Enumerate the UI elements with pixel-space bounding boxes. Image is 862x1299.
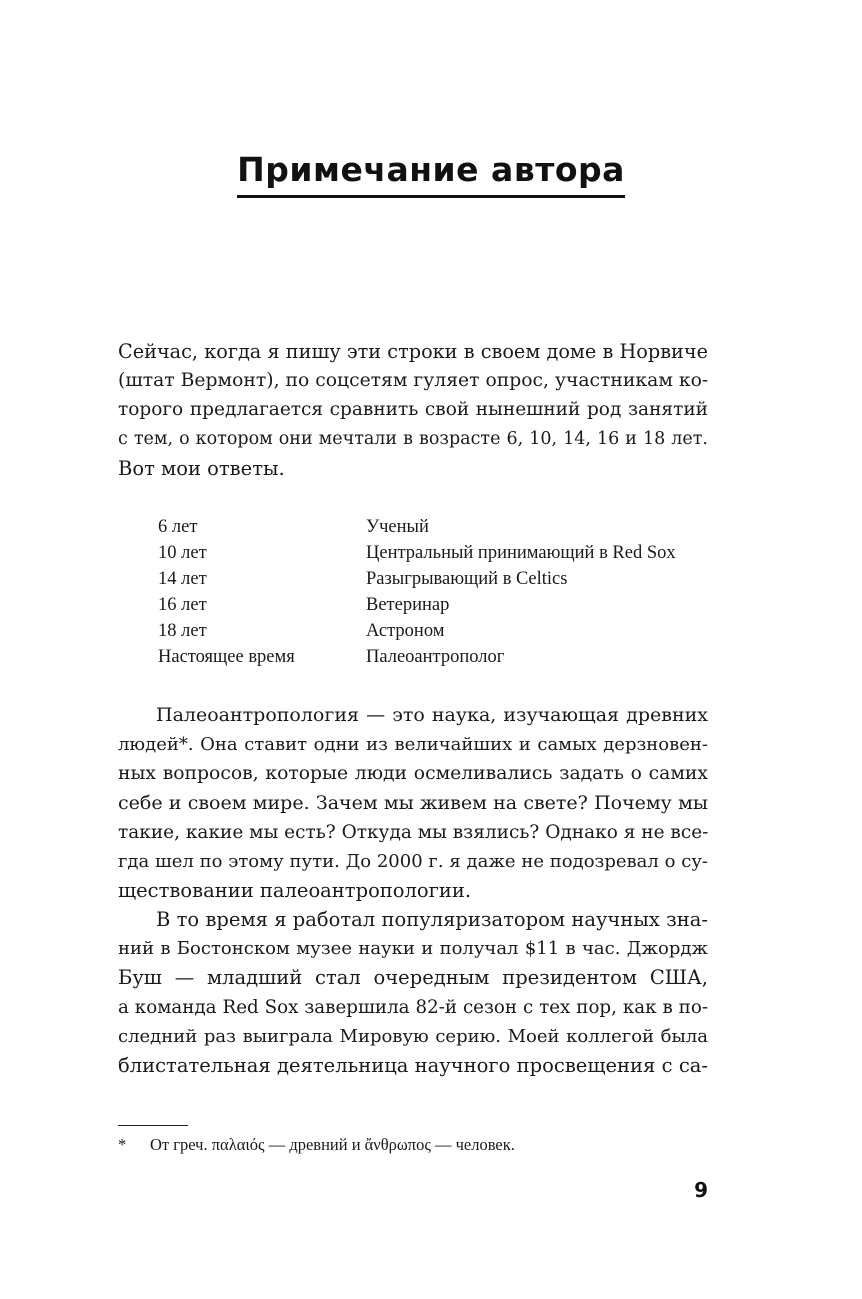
job-cell: Центральный принимающий в Red Sox	[366, 543, 676, 563]
chapter-title: Примечание автора	[237, 150, 625, 198]
table-row	[158, 514, 676, 540]
text-line: (штат Вермонт), по соцсетям гуляет опрос, участникам ко-	[118, 370, 709, 392]
age-cell: 6 лет	[158, 517, 198, 537]
paragraph-3	[118, 905, 708, 1080]
text-line: с тем, о котором они мечтали в возрасте 6, 10, 14, 16 и 18 лет.	[118, 428, 708, 449]
age-cell: 18 лет	[158, 621, 207, 641]
paragraph-1	[118, 337, 708, 483]
job-cell: Ученый	[366, 517, 429, 537]
text-line: людей*. Она ставит одни из величайших и самых дерзновен-	[118, 734, 708, 756]
text-line: такие, какие мы есть? Откуда мы взялись? Однако я не все-	[118, 821, 709, 843]
text-line: ний в Бостонском музее науки и получал $11 в час. Джордж	[118, 938, 708, 960]
text-line: а команда Red Sox завершила 82-й сезон с тех пор, как в по-	[118, 996, 708, 1018]
text-line: Вот мои ответы.	[118, 456, 285, 480]
job-cell: Астроном	[366, 621, 445, 641]
age-cell: 10 лет	[158, 543, 207, 563]
text-line: В то время я работал популяризатором научных зна-	[156, 908, 708, 931]
footnote-mark: *	[118, 1135, 127, 1154]
table-row	[158, 566, 676, 592]
footnote-divider	[118, 1125, 188, 1126]
paragraph-2	[118, 701, 708, 905]
age-cell: Настоящее время	[158, 647, 295, 667]
footnote	[118, 1135, 515, 1155]
text-line: Сейчас, когда я пишу эти строки в своем доме в Норвиче	[118, 340, 708, 363]
age-cell: 14 лет	[158, 569, 207, 589]
text-line: гда шел по этому пути. До 2000 г. я даже не подозревал о су-	[118, 851, 708, 873]
text-line: блистательная деятельница научного просвещения с са-	[118, 1054, 708, 1078]
table-row	[158, 644, 676, 670]
text-line: ществовании палеоантропологии.	[118, 879, 472, 903]
text-line: Палеоантропология — это наука, изучающая древних	[156, 704, 708, 726]
text-line: себе и своем мире. Зачем мы живем на свете? Почему мы	[118, 791, 708, 814]
table-row	[158, 592, 676, 618]
job-cell: Палеоантрополог	[366, 647, 505, 667]
age-cell: 16 лет	[158, 595, 207, 615]
job-cell: Разыгрывающий в Celtics	[366, 569, 568, 589]
job-cell: Ветеринар	[366, 595, 450, 615]
page-number: 9	[694, 1178, 708, 1202]
table-row	[158, 618, 676, 644]
text-line: ных вопросов, которые люди осмеливались задать о самих	[118, 763, 708, 785]
text-line: следний раз выиграла Мировую серию. Моей коллегой была	[118, 1025, 708, 1047]
table-row	[158, 540, 676, 566]
title-wrap	[0, 150, 862, 198]
text-line: Буш — младший стал очередным президентом США,	[118, 966, 708, 990]
footnote-text: От греч. παλαιός — древний и ἄνθρωπος — человек.	[150, 1135, 515, 1154]
careers-table	[158, 514, 676, 670]
text-line: торого предлагается сравнить свой нынешний род занятий	[118, 399, 708, 421]
